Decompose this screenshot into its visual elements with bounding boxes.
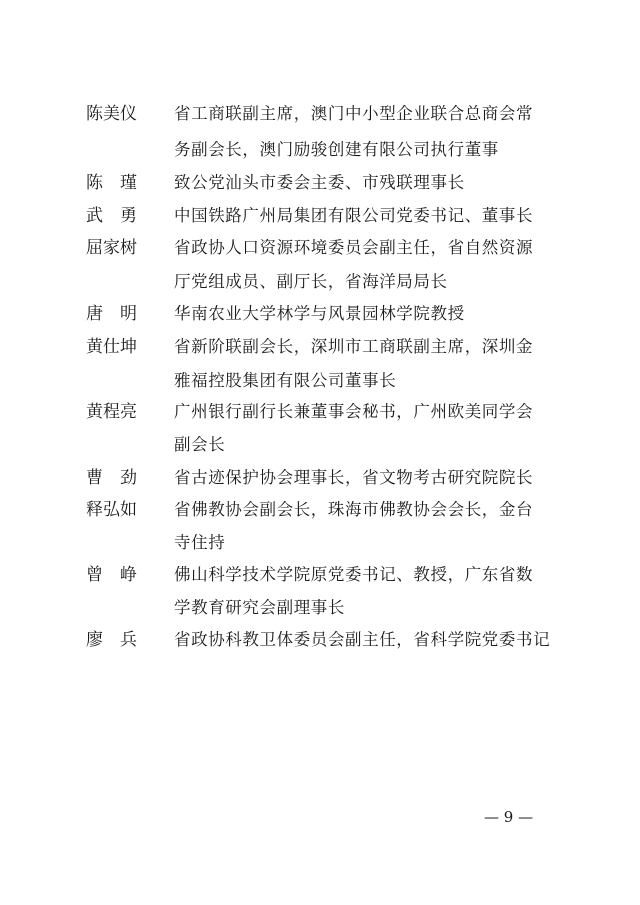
member-title-line: 学教育研究会副理事长 <box>174 598 345 617</box>
member-name: 曾 峥 <box>86 565 137 585</box>
member-title-line: 广州银行副行长兼董事会秘书，广州欧美同学会 <box>174 402 534 421</box>
member-name: 武 勇 <box>86 206 137 226</box>
member-title-line: 致公党汕头市委会主委、市残联理事长 <box>174 173 465 192</box>
member-title-line: 寺住持 <box>174 533 226 552</box>
member-title-line: 省古迹保护协会理事长，省文物考古研究院院长 <box>174 468 534 487</box>
member-title-line: 厅党组成员、副厅长，省海洋局局长 <box>174 272 448 291</box>
member-title-line: 省新阶联副会长，深圳市工商联副主席，深圳金 <box>174 337 534 356</box>
member-title-line: 省政协科教卫体委员会副主任，省科学院党委书记 <box>174 630 551 649</box>
member-title-line: 省政协人口资源环境委员会副主任，省自然资源 <box>174 238 534 257</box>
member-title-line: 省工商联副主席，澳门中小型企业联合总商会常 <box>174 104 534 123</box>
member-name: 廖 兵 <box>86 630 137 650</box>
member-title-line: 佛山科学技术学院原党委书记、教授，广东省数 <box>174 565 534 584</box>
member-name: 释弘如 <box>86 500 137 520</box>
member-name: 陈 瑾 <box>86 173 137 193</box>
member-name: 黄程亮 <box>86 402 137 422</box>
member-name: 唐 明 <box>86 304 137 324</box>
member-title-line: 华南农业大学林学与风景园林学院教授 <box>174 304 465 323</box>
member-title-line: 中国铁路广州局集团有限公司党委书记、董事长 <box>174 206 534 225</box>
member-title-line: 副会长 <box>174 435 226 454</box>
member-title-line: 省佛教协会副会长，珠海市佛教协会会长，金台 <box>174 500 534 519</box>
member-name: 曹 劲 <box>86 468 137 488</box>
member-name: 陈美仪 <box>86 104 137 124</box>
member-name: 屈家树 <box>86 238 137 258</box>
member-title-line: 雅福控股集团有限公司董事长 <box>174 371 397 390</box>
member-name: 黄仕坤 <box>86 337 137 357</box>
page-number: — 9 — <box>484 808 534 826</box>
member-title-line: 务副会长，澳门励骏创建有限公司执行董事 <box>174 140 499 159</box>
